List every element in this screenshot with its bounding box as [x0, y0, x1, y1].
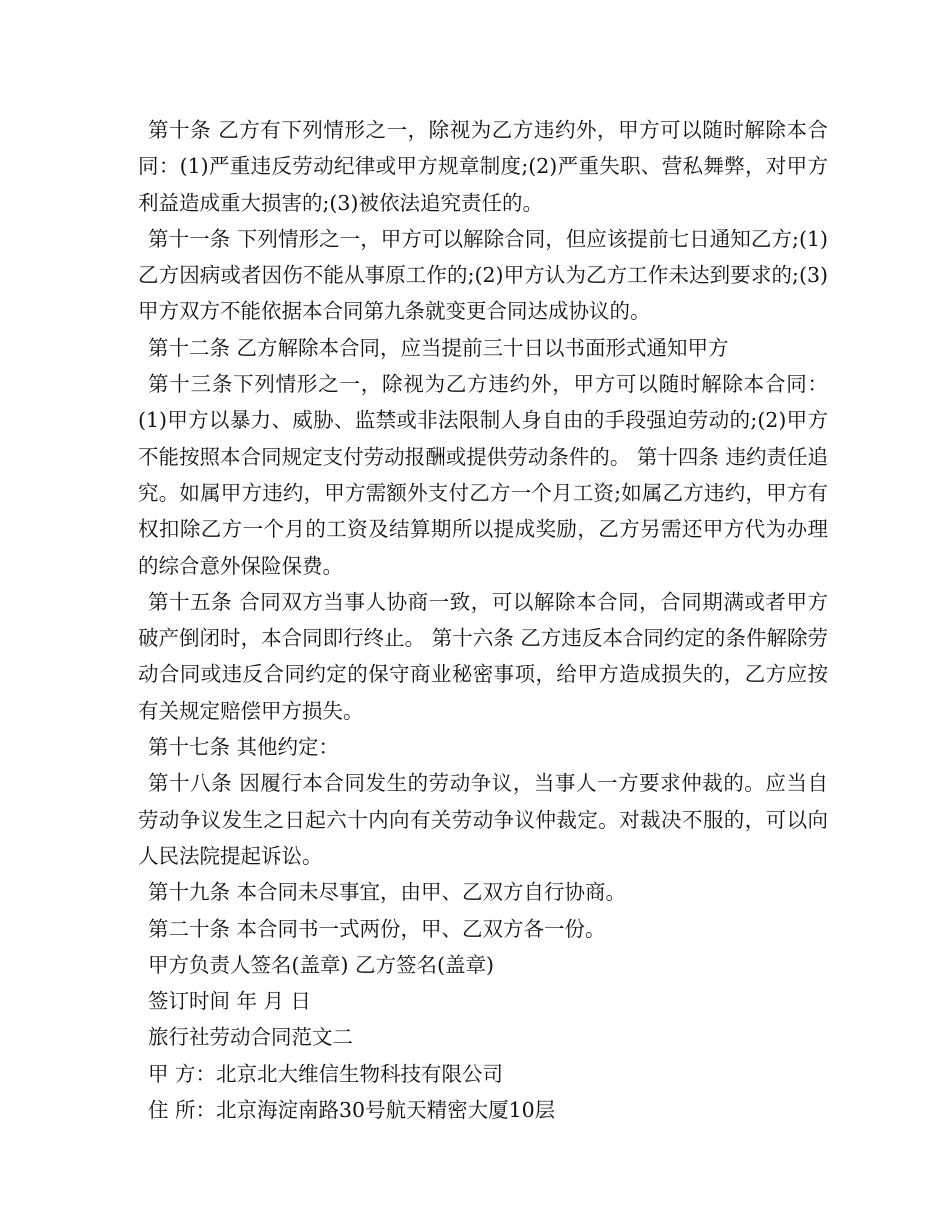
signature-line: 甲方负责人签名(盖章) 乙方签名(盖章) — [148, 952, 495, 977]
clause-18: 第十八条 因履行本合同发生的劳动争议，当事人一方要求仲裁的。应当自劳动争议发生之日起六十内向有关劳动争议仲裁定。对裁决不服的，可以向人民法院提起诉讼。 — [138, 771, 828, 868]
clause-15-16: 第十五条 合同双方当事人协商一致，可以解除本合同，合同期满或者甲方破产倒闭时，本合同即行终止。 第十六条 乙方违反本合同约定的条件解除劳动合同或违反合同约定的保守商业秘密事项，给甲方造成损失的，乙方应按有关规定赔偿甲方损失。 — [138, 589, 828, 723]
clause-12: 第十二条 乙方解除本合同，应当提前三十日以书面形式通知甲方 — [148, 335, 729, 360]
clause-13-14: 第十三条下列情形之一，除视为乙方违约外，甲方可以随时解除本合同：(1)甲方以暴力、威胁、监禁或非法限制人身自由的手段强迫劳动的;(2)甲方不能按照本合同规定支付劳动报酬或提供劳动条件的。 第十四条 违约责任追究。如属甲方违约，甲方需额外支付乙方一个月工资;如属乙方违约，甲方有权扣除乙方一个月的工资及结算期所以提成奖励，乙方另需还甲方代为办理的综合意外保险保费。 — [138, 372, 828, 578]
clause-20: 第二十条 本合同书一式两份，甲、乙双方各一份。 — [148, 916, 606, 941]
party-a-line: 甲 方：北京北大维信生物科技有限公司 — [148, 1061, 504, 1086]
section-title: 旅行社劳动合同范文二 — [148, 1025, 353, 1050]
document-body — [138, 112, 828, 1128]
clause-19: 第十九条 本合同未尽事宜，由甲、乙双方自行协商。 — [148, 880, 627, 905]
clause-10: 第十条 乙方有下列情形之一，除视为乙方违约外，甲方可以随时解除本合同：(1)严重违反劳动纪律或甲方规章制度;(2)严重失职、营私舞弊，对甲方利益造成重大损害的;(3)被依法追究责任的。 — [138, 118, 828, 215]
signing-date-line: 签订时间 年 月 日 — [148, 989, 312, 1014]
clause-11: 第十一条 下列情形之一，甲方可以解除合同，但应该提前七日通知乙方;(1)乙方因病或者因伤不能从事原工作的;(2)甲方认为乙方工作未达到要求的;(3)甲方双方不能依据本合同第九条就变更合同达成协议的。 — [138, 226, 828, 324]
clause-17: 第十七条 其他约定： — [148, 735, 340, 760]
address-line: 住 所：北京海淀南路30号航天精密大厦10层 — [148, 1098, 556, 1123]
